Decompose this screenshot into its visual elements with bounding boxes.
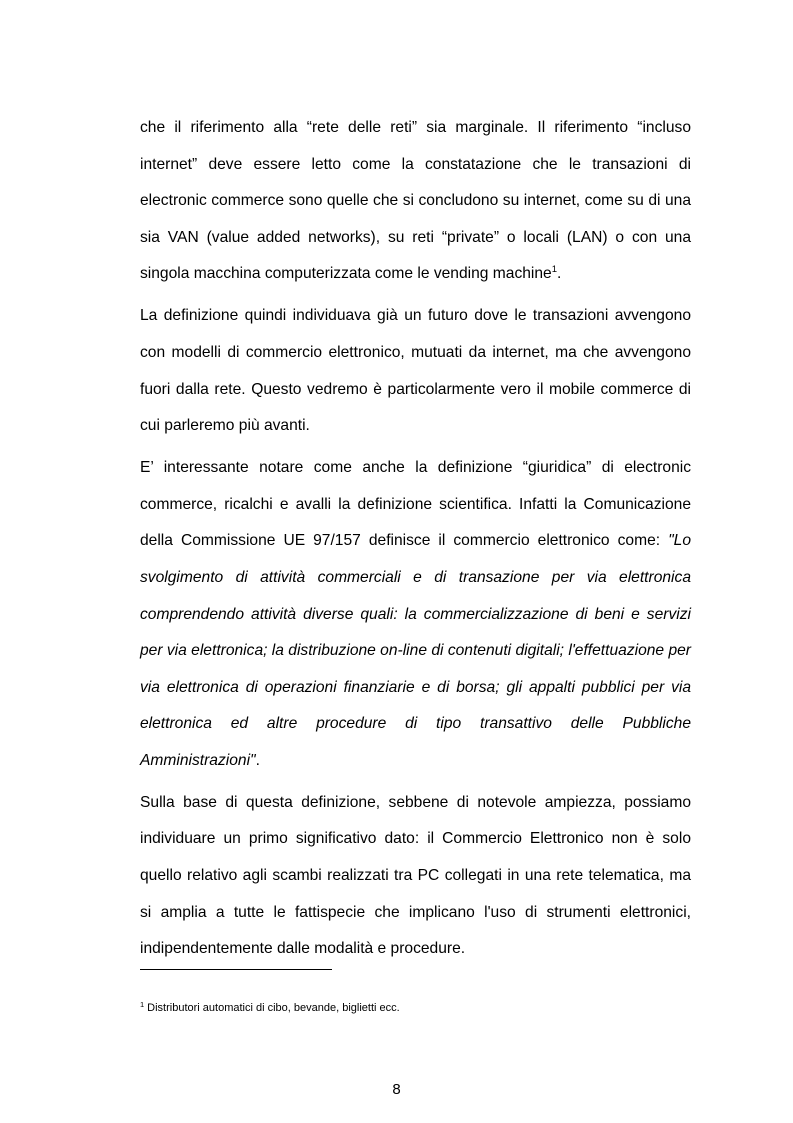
footnote-reference: 1 [551, 264, 558, 276]
footnote-marker: 1 [140, 1000, 145, 1009]
paragraph-1-text: che il riferimento alla “rete delle reti” sia marginale. Il riferimento “incluso internet” deve essere letto come la constatazione che le transazioni di electronic commerce sono quelle che si concludono su internet, come su di una sia VAN (value added networks), su reti “private” o locali (LAN) o con una singola macchina computerizzata come le vending machine [140, 119, 691, 283]
page-number: 8 [392, 1081, 401, 1098]
paragraph-1-end: . [557, 265, 562, 283]
paragraph-3 [140, 450, 691, 779]
footnote-text: Distributori automatici di cibo, bevande, biglietti ecc. [147, 1002, 400, 1014]
paragraph-1 [140, 110, 691, 293]
eu-definition-quote: "Lo svolgimento di attività commerciali e di transazione per via elettronica comprendendo attività diverse quali: la commercializzazione di beni e servizi per via elettronica; la distribuzione on-line di contenuti digitali; l'effettuazione per via elettronica di operazioni finanziarie e di borsa; gli appalti pubblici per via elettronica ed altre procedure di tipo transattivo delle Pubbliche Amministrazioni" [140, 532, 691, 769]
body-text [140, 110, 691, 968]
paragraph-3-intro: E’ interessante notare come anche la definizione “giuridica” di electronic commerce, ricalchi e avalli la definizione scientifica. Infatti la Comunicazione della Commissione UE 97/157 definisce il commercio elettronico come: [140, 459, 691, 550]
paragraph-4: Sulla base di questa definizione, sebbene di notevole ampiezza, possiamo individuare un primo significativo dato: il Commercio Elettronico non è solo quello relativo agli scambi realizzati tra PC collegati in una rete telematica, ma si amplia a tutte le fattispecie che implicano l'uso di strumenti elettronici, indipendentemente dalle modalità e procedure. [140, 793, 691, 958]
footnote-divider [140, 969, 332, 970]
paragraph-2: La definizione quindi individuava già un futuro dove le transazioni avvengono con modelli di commercio elettronico, mutuati da internet, ma che avvengono fuori dalla rete. Questo vedremo è particolarmente vero il mobile commerce di cui parleremo più avanti. [140, 307, 691, 435]
footnote [140, 1001, 700, 1015]
paragraph-3-end: . [255, 751, 260, 769]
